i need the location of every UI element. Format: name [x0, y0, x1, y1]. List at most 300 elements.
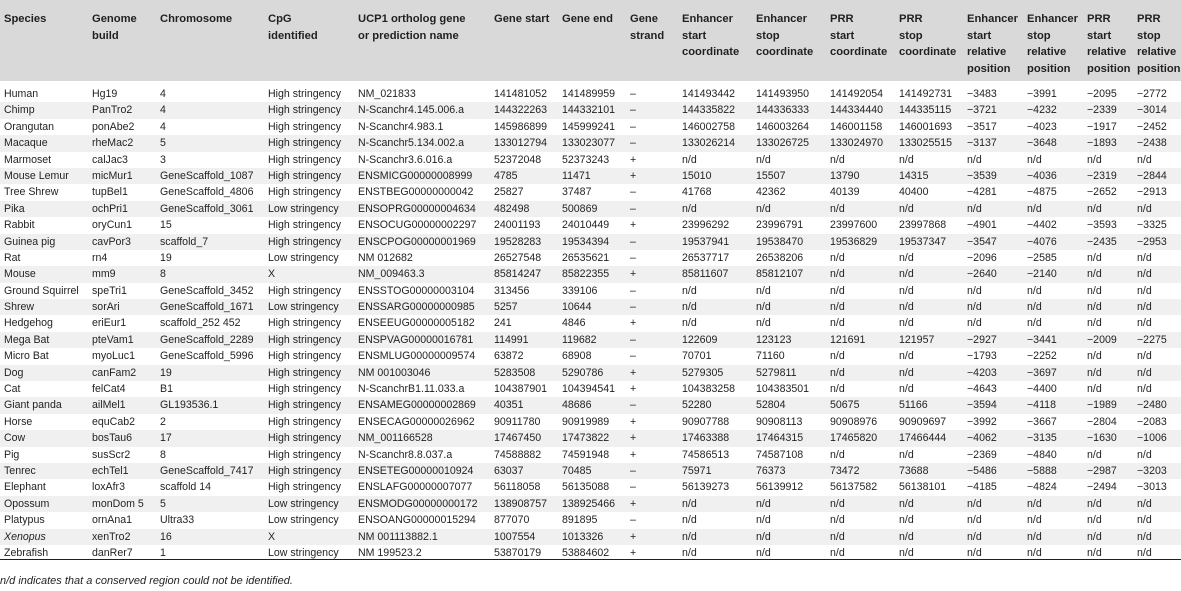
- cell-prr-start-coordinate: 146001158: [830, 120, 883, 133]
- cell-prr-start-relative: n/d: [1087, 301, 1102, 314]
- cell-genome-build: xenTro2: [92, 530, 131, 543]
- cell-prr-stop-relative: n/d: [1137, 251, 1152, 264]
- cell-enhancer-start-relative: −4203: [967, 366, 997, 379]
- cell-prr-start-coordinate: 121691: [830, 333, 866, 346]
- cell-gene-strand: –: [630, 514, 636, 527]
- cell-cpg-identified: High stringency: [268, 104, 342, 117]
- cell-prr-start-relative: n/d: [1087, 514, 1102, 527]
- cell-chromosome: 8: [160, 268, 166, 281]
- cell-enhancer-start-relative: −4643: [967, 383, 997, 396]
- cell-ortholog-name: ENSAMEG00000002869: [358, 399, 476, 412]
- cell-prr-start-relative: −1989: [1087, 399, 1117, 412]
- cell-gene-start: 63037: [494, 464, 524, 477]
- cell-enhancer-start-coordinate: 52280: [682, 399, 712, 412]
- cell-ortholog-name: N-Scanchr5.134.002.a: [358, 137, 465, 150]
- cell-prr-stop-coordinate: 90909697: [899, 415, 947, 428]
- cell-ortholog-name: N-Scanchr4.145.006.a: [358, 104, 465, 117]
- cell-prr-start-coordinate: n/d: [830, 301, 845, 314]
- cell-species: Horse: [4, 415, 33, 428]
- cell-enhancer-start-relative: −3547: [967, 235, 997, 248]
- cell-enhancer-stop-relative: n/d: [1027, 514, 1042, 527]
- cell-enhancer-stop-relative: n/d: [1027, 546, 1042, 559]
- cell-species: Human: [4, 88, 39, 100]
- cell-enhancer-stop-coordinate: 23996791: [756, 219, 804, 232]
- cell-gene-strand: +: [630, 153, 637, 166]
- cell-genome-build: ornAna1: [92, 514, 133, 527]
- cell-species: Mouse Lemur: [4, 169, 69, 182]
- cell-ortholog-name: ENSOCUG00000002297: [358, 219, 477, 232]
- cell-gene-strand: –: [630, 186, 636, 199]
- cell-enhancer-start-coordinate: 26537717: [682, 251, 730, 264]
- cell-cpg-identified: High stringency: [268, 137, 342, 150]
- cell-gene-strand: +: [630, 219, 637, 232]
- cell-prr-start-coordinate: n/d: [830, 251, 845, 264]
- cell-gene-strand: +: [630, 268, 637, 281]
- cell-gene-start: 877070: [494, 514, 530, 527]
- cell-enhancer-stop-coordinate: 17464315: [756, 432, 804, 445]
- cell-chromosome: GeneScaffold_1087: [160, 169, 254, 182]
- cell-enhancer-start-coordinate: 19537941: [682, 235, 730, 248]
- cell-gene-start: 17467450: [494, 432, 542, 445]
- cell-species: Chimp: [4, 104, 35, 117]
- table-row: [0, 496, 1181, 512]
- cell-prr-stop-relative: −3013: [1137, 481, 1167, 494]
- cell-enhancer-stop-relative: −2585: [1027, 251, 1057, 264]
- cell-ortholog-name: ENSMLUG00000009574: [358, 350, 476, 363]
- table-row: [0, 447, 1181, 463]
- cell-species: Marmoset: [4, 153, 52, 166]
- cell-enhancer-start-relative: −3721: [967, 104, 997, 117]
- cell-cpg-identified: Low stringency: [268, 301, 339, 314]
- table-row: [0, 234, 1181, 250]
- cell-enhancer-stop-relative: −4400: [1027, 383, 1057, 396]
- table-row: [0, 430, 1181, 446]
- cell-prr-stop-relative: −2480: [1137, 399, 1167, 412]
- cell-prr-start-relative: n/d: [1087, 366, 1102, 379]
- cell-prr-start-relative: n/d: [1087, 284, 1102, 297]
- cell-genome-build: tupBel1: [92, 186, 128, 199]
- cell-cpg-identified: High stringency: [268, 219, 342, 232]
- cell-prr-stop-relative: −2275: [1137, 333, 1167, 346]
- cell-enhancer-stop-coordinate: n/d: [756, 284, 771, 297]
- cell-gene-end: 1013326: [562, 530, 604, 543]
- cell-enhancer-stop-relative: −4076: [1027, 235, 1057, 248]
- cell-prr-stop-coordinate: n/d: [899, 153, 914, 166]
- cell-chromosome: 17: [160, 432, 172, 445]
- cell-chromosome: GeneScaffold_4806: [160, 186, 254, 199]
- cell-prr-stop-relative: n/d: [1137, 448, 1152, 461]
- table-row: [0, 332, 1181, 348]
- cell-prr-stop-relative: n/d: [1137, 497, 1152, 510]
- cell-cpg-identified: High stringency: [268, 399, 342, 412]
- cell-enhancer-start-coordinate: 74586513: [682, 448, 730, 461]
- cell-enhancer-start-coordinate: 17463388: [682, 432, 730, 445]
- cell-enhancer-start-relative: −2927: [967, 333, 997, 346]
- cell-cpg-identified: X: [268, 530, 276, 543]
- cell-prr-stop-relative: −3325: [1137, 219, 1167, 232]
- cell-gene-end: 119682: [562, 333, 597, 346]
- table-row: [0, 201, 1181, 217]
- cell-genome-build: speTri1: [92, 284, 127, 297]
- cell-prr-stop-relative: −3014: [1137, 104, 1167, 117]
- cell-ortholog-name: NM 012682: [358, 251, 413, 264]
- cell-prr-stop-coordinate: 23997868: [899, 219, 947, 232]
- cell-prr-stop-relative: n/d: [1137, 301, 1152, 314]
- cell-genome-build: loxAfr3: [92, 481, 125, 494]
- cell-genome-build: rheMac2: [92, 137, 134, 150]
- cell-enhancer-stop-relative: −5888: [1027, 464, 1057, 477]
- cell-prr-start-coordinate: n/d: [830, 284, 845, 297]
- cell-species: Micro Bat: [4, 350, 49, 363]
- cell-prr-stop-coordinate: n/d: [899, 546, 914, 559]
- cell-species: Orangutan: [4, 120, 55, 133]
- cell-enhancer-start-relative: −3517: [967, 120, 997, 133]
- cell-enhancer-start-coordinate: 56139273: [682, 481, 730, 494]
- cell-chromosome: GeneScaffold_2289: [160, 333, 254, 346]
- cell-ortholog-name: ENSOPRG00000004634: [358, 202, 476, 215]
- cell-enhancer-start-coordinate: n/d: [682, 317, 697, 330]
- cell-prr-stop-relative: n/d: [1137, 284, 1152, 297]
- cell-enhancer-start-coordinate: 15010: [682, 169, 712, 182]
- cell-chromosome: GeneScaffold_3061: [160, 202, 254, 215]
- cell-prr-stop-relative: n/d: [1137, 268, 1152, 281]
- cell-prr-start-relative: −2494: [1087, 481, 1117, 494]
- cell-gene-start: 4785: [494, 169, 518, 182]
- cell-prr-start-relative: −2095: [1087, 88, 1117, 100]
- cell-species: Macaque: [4, 137, 48, 150]
- cell-cpg-identified: High stringency: [268, 120, 342, 133]
- cell-prr-stop-coordinate: n/d: [899, 497, 914, 510]
- header-prr-stop-relative: PRR stop relative position: [1137, 13, 1181, 75]
- cell-species: Rat: [4, 251, 21, 264]
- cell-cpg-identified: Low stringency: [268, 251, 339, 264]
- cell-prr-start-coordinate: 90908976: [830, 415, 878, 428]
- cell-enhancer-start-coordinate: n/d: [682, 202, 697, 215]
- cell-prr-stop-coordinate: n/d: [899, 301, 914, 314]
- header-genome-build: Genome build: [92, 13, 137, 42]
- cell-gene-strand: –: [630, 137, 636, 150]
- table-row: [0, 119, 1181, 135]
- cell-prr-start-coordinate: n/d: [830, 530, 845, 543]
- header-chromosome: Chromosome: [160, 13, 233, 25]
- cell-ortholog-name: ENSCPOG00000001969: [358, 235, 476, 248]
- cell-chromosome: GeneScaffold_1671: [160, 301, 254, 314]
- cell-prr-start-coordinate: 144334440: [830, 104, 884, 117]
- cell-enhancer-stop-coordinate: 133026725: [756, 137, 810, 150]
- table-footnote: n/d indicates that a conserved region could not be identified.: [0, 575, 293, 587]
- cell-prr-start-coordinate: n/d: [830, 317, 845, 330]
- cell-gene-start: 104387901: [494, 383, 548, 396]
- table-row: [0, 283, 1181, 299]
- header-enhancer-stop-relative: Enhancer stop relative position: [1027, 13, 1078, 75]
- cell-prr-start-coordinate: 23997600: [830, 219, 878, 232]
- cell-gene-end: 4846: [562, 317, 586, 330]
- cell-prr-stop-coordinate: 56138101: [899, 481, 947, 494]
- cell-gene-start: 138908757: [494, 497, 548, 510]
- cell-chromosome: Ultra33: [160, 514, 195, 527]
- cell-prr-stop-coordinate: n/d: [899, 448, 914, 461]
- cell-gene-strand: –: [630, 88, 636, 100]
- cell-gene-start: 24001193: [494, 219, 541, 232]
- cell-species: Pika: [4, 202, 25, 215]
- cell-enhancer-stop-coordinate: 42362: [756, 186, 786, 199]
- cell-prr-start-coordinate: 56137582: [830, 481, 878, 494]
- cell-species: Mouse: [4, 268, 36, 281]
- cell-chromosome: scaffold_7: [160, 235, 209, 248]
- cell-ortholog-name: ENSSARG00000000985: [358, 301, 475, 314]
- table-row: [0, 86, 1181, 102]
- cell-prr-start-relative: n/d: [1087, 497, 1102, 510]
- cell-prr-start-relative: −2319: [1087, 169, 1117, 182]
- cell-prr-stop-relative: −2913: [1137, 186, 1167, 199]
- cell-genome-build: ponAbe2: [92, 120, 135, 133]
- cell-enhancer-stop-relative: n/d: [1027, 153, 1042, 166]
- cell-gene-strand: –: [630, 284, 636, 297]
- cell-ortholog-name: ENSLAFG00000007077: [358, 481, 473, 494]
- cell-enhancer-stop-relative: −3441: [1027, 333, 1057, 346]
- cell-gene-end: 10644: [562, 301, 592, 314]
- cell-gene-end: 133023077: [562, 137, 616, 150]
- cell-cpg-identified: Low stringency: [268, 514, 339, 527]
- cell-prr-start-coordinate: 50675: [830, 399, 860, 412]
- header-species: Species: [4, 13, 47, 25]
- cell-cpg-identified: High stringency: [268, 366, 342, 379]
- cell-species: Cat: [4, 383, 21, 396]
- cell-gene-start: 133012794: [494, 137, 548, 150]
- cell-species: Zebrafish: [4, 546, 49, 559]
- table-row: [0, 315, 1181, 331]
- cell-gene-strand: +: [630, 383, 637, 396]
- cell-enhancer-stop-coordinate: 5279811: [756, 366, 797, 379]
- cell-prr-stop-relative: n/d: [1137, 366, 1152, 379]
- cell-gene-start: 90911780: [494, 415, 541, 428]
- cell-ortholog-name: NM 001003046: [358, 366, 431, 379]
- cell-enhancer-stop-relative: n/d: [1027, 301, 1042, 314]
- header-ortholog-name: UCP1 ortholog gene or prediction name: [358, 13, 466, 42]
- cell-enhancer-stop-relative: −2252: [1027, 350, 1057, 363]
- cell-chromosome: GeneScaffold_7417: [160, 464, 254, 477]
- cell-cpg-identified: Low stringency: [268, 202, 339, 215]
- table-row: [0, 348, 1181, 364]
- cell-cpg-identified: High stringency: [268, 317, 342, 330]
- cell-cpg-identified: High stringency: [268, 186, 342, 199]
- cell-enhancer-stop-coordinate: 56139912: [756, 481, 804, 494]
- cell-ortholog-name: N-ScanchrB1.11.033.a: [358, 383, 465, 396]
- cell-gene-end: 26535621: [562, 251, 610, 264]
- header-enhancer-start-relative: Enhancer start relative position: [967, 13, 1018, 75]
- cell-enhancer-stop-relative: −4840: [1027, 448, 1057, 461]
- cell-chromosome: 16: [160, 530, 172, 543]
- cell-cpg-identified: High stringency: [268, 481, 342, 494]
- cell-enhancer-start-coordinate: 5279305: [682, 366, 724, 379]
- cell-prr-start-relative: n/d: [1087, 448, 1102, 461]
- cell-prr-start-relative: n/d: [1087, 317, 1102, 330]
- cell-ortholog-name: N-Scanchr8.8.037.a: [358, 448, 453, 461]
- cell-genome-build: pteVam1: [92, 333, 134, 346]
- cell-enhancer-start-relative: n/d: [967, 546, 982, 559]
- header-enhancer-start-coordinate: Enhancer start coordinate: [682, 13, 740, 58]
- cell-species: Shrew: [4, 301, 35, 314]
- cell-prr-start-relative: n/d: [1087, 268, 1102, 281]
- cell-species: Platypus: [4, 514, 45, 527]
- cell-enhancer-stop-coordinate: n/d: [756, 546, 771, 559]
- cell-enhancer-stop-relative: −3697: [1027, 366, 1057, 379]
- header-prr-start-relative: PRR start relative position: [1087, 13, 1131, 75]
- cell-genome-build: oryCun1: [92, 219, 133, 232]
- table-row: [0, 381, 1181, 397]
- table-row: [0, 266, 1181, 282]
- cell-enhancer-start-coordinate: 146002758: [682, 120, 736, 133]
- cell-genome-build: monDom 5: [92, 497, 144, 510]
- cell-prr-stop-coordinate: 19537347: [899, 235, 947, 248]
- cell-ortholog-name: NM_001166528: [358, 432, 433, 445]
- cell-enhancer-start-coordinate: n/d: [682, 530, 697, 543]
- cell-enhancer-stop-coordinate: 76373: [756, 464, 786, 477]
- cell-gene-start: 25827: [494, 186, 524, 199]
- cell-gene-strand: +: [630, 448, 637, 461]
- cell-enhancer-start-relative: −2640: [967, 268, 997, 281]
- cell-enhancer-start-coordinate: n/d: [682, 301, 697, 314]
- cell-enhancer-stop-coordinate: 90908113: [756, 415, 803, 428]
- cell-prr-start-coordinate: 133024970: [830, 137, 884, 150]
- cell-prr-stop-coordinate: n/d: [899, 383, 914, 396]
- cell-prr-stop-relative: −2953: [1137, 235, 1167, 248]
- cell-gene-strand: –: [630, 481, 636, 494]
- cell-gene-start: 114991: [494, 333, 529, 346]
- cell-prr-start-coordinate: n/d: [830, 268, 845, 281]
- cell-prr-stop-coordinate: n/d: [899, 317, 914, 330]
- cell-chromosome: B1: [160, 383, 173, 396]
- table-header: [0, 0, 1181, 81]
- cell-prr-start-relative: n/d: [1087, 530, 1102, 543]
- cell-prr-stop-relative: n/d: [1137, 202, 1152, 215]
- cell-gene-end: 53884602: [562, 546, 610, 559]
- cell-cpg-identified: Low stringency: [268, 546, 339, 559]
- cell-prr-stop-coordinate: n/d: [899, 284, 914, 297]
- cell-enhancer-stop-relative: n/d: [1027, 530, 1042, 543]
- cell-genome-build: cavPor3: [92, 235, 131, 248]
- table-row: [0, 152, 1181, 168]
- cell-prr-stop-coordinate: 40400: [899, 186, 929, 199]
- cell-gene-start: 26527548: [494, 251, 542, 264]
- cell-gene-end: 339106: [562, 284, 598, 297]
- cell-ortholog-name: ENSOANG00000015294: [358, 514, 476, 527]
- cell-prr-stop-relative: −2844: [1137, 169, 1167, 182]
- cell-enhancer-start-relative: −3539: [967, 169, 997, 182]
- cell-prr-start-relative: n/d: [1087, 383, 1102, 396]
- cell-prr-stop-coordinate: 14315: [899, 169, 929, 182]
- cell-chromosome: 2: [160, 415, 166, 428]
- cell-prr-stop-relative: n/d: [1137, 514, 1152, 527]
- cell-genome-build: ochPri1: [92, 202, 128, 215]
- cell-ortholog-name: ENSSTOG00000003104: [358, 284, 475, 297]
- header-gene-strand: Gene strand: [630, 13, 665, 42]
- header-cpg-identified: CpG identified: [268, 13, 318, 42]
- cell-enhancer-stop-coordinate: 141493950: [756, 88, 810, 100]
- cell-prr-start-coordinate: 17465820: [830, 432, 878, 445]
- cell-prr-start-relative: n/d: [1087, 251, 1102, 264]
- cell-genome-build: ailMel1: [92, 399, 126, 412]
- cell-ortholog-name: ENSPVAG00000016781: [358, 333, 474, 346]
- cell-prr-start-relative: −2009: [1087, 333, 1117, 346]
- cell-cpg-identified: High stringency: [268, 169, 342, 182]
- cell-species: Hedgehog: [4, 317, 53, 330]
- cell-ortholog-name: ENSECAG00000026962: [358, 415, 475, 428]
- cell-enhancer-stop-coordinate: n/d: [756, 202, 771, 215]
- cell-enhancer-stop-coordinate: n/d: [756, 497, 771, 510]
- cell-enhancer-stop-coordinate: 26538206: [756, 251, 804, 264]
- cell-genome-build: echTel1: [92, 464, 129, 477]
- cell-prr-stop-relative: n/d: [1137, 153, 1152, 166]
- cell-prr-start-coordinate: n/d: [830, 546, 845, 559]
- cell-gene-start: 1007554: [494, 530, 536, 543]
- cell-prr-stop-coordinate: 144335115: [899, 104, 952, 117]
- cell-gene-start: 74588882: [494, 448, 542, 461]
- cell-species: Opossum: [4, 497, 50, 510]
- cell-enhancer-start-relative: −3594: [967, 399, 997, 412]
- cell-prr-start-coordinate: 40139: [830, 186, 860, 199]
- cell-gene-end: 11471: [562, 169, 591, 182]
- cell-enhancer-start-coordinate: 75971: [682, 464, 712, 477]
- cell-prr-stop-relative: −2438: [1137, 137, 1167, 150]
- header-enhancer-stop-coordinate: Enhancer stop coordinate: [756, 13, 814, 58]
- cell-enhancer-stop-coordinate: 85812107: [756, 268, 804, 281]
- cell-ortholog-name: ENSMICG00000008999: [358, 169, 473, 182]
- cell-prr-stop-coordinate: n/d: [899, 530, 914, 543]
- cell-cpg-identified: High stringency: [268, 383, 342, 396]
- cell-enhancer-stop-relative: −3135: [1027, 432, 1057, 445]
- cell-ortholog-name: N-Scanchr4.983.1: [358, 120, 444, 133]
- cell-gene-start: 19528283: [494, 235, 542, 248]
- cell-enhancer-stop-relative: n/d: [1027, 317, 1042, 330]
- cell-enhancer-start-relative: n/d: [967, 202, 982, 215]
- cell-gene-strand: –: [630, 464, 636, 477]
- cell-gene-start: 5257: [494, 301, 518, 314]
- cell-gene-strand: –: [630, 301, 636, 314]
- cell-prr-stop-coordinate: n/d: [899, 202, 914, 215]
- cell-enhancer-start-relative: −4185: [967, 481, 997, 494]
- cell-chromosome: 5: [160, 137, 166, 150]
- cell-cpg-identified: High stringency: [268, 350, 342, 363]
- cell-enhancer-stop-relative: −4232: [1027, 104, 1057, 117]
- cell-gene-end: 68908: [562, 350, 592, 363]
- cell-gene-start: 56118058: [494, 481, 541, 494]
- cell-prr-stop-relative: −1006: [1137, 432, 1167, 445]
- cell-ortholog-name: NM_009463.3: [358, 268, 425, 281]
- cell-enhancer-stop-relative: n/d: [1027, 202, 1042, 215]
- cell-gene-end: 5290786: [562, 366, 604, 379]
- cell-enhancer-start-coordinate: n/d: [682, 546, 697, 559]
- cell-gene-end: 74591948: [562, 448, 610, 461]
- cell-gene-start: 63872: [494, 350, 524, 363]
- cell-prr-start-relative: −2804: [1087, 415, 1117, 428]
- cell-enhancer-start-relative: −3483: [967, 88, 997, 100]
- cell-gene-start: 145986899: [494, 120, 548, 133]
- cell-gene-end: 500869: [562, 202, 598, 215]
- cell-enhancer-start-coordinate: 104383258: [682, 383, 736, 396]
- cell-chromosome: GeneScaffold_3452: [160, 284, 254, 297]
- cell-genome-build: PanTro2: [92, 104, 133, 117]
- cell-enhancer-stop-coordinate: 104383501: [756, 383, 810, 396]
- cell-chromosome: 4: [160, 88, 166, 100]
- cell-enhancer-start-coordinate: n/d: [682, 514, 697, 527]
- cell-cpg-identified: High stringency: [268, 333, 342, 346]
- cell-gene-end: 104394541: [562, 383, 616, 396]
- cell-species: Mega Bat: [4, 333, 50, 346]
- cell-gene-end: 17473822: [562, 432, 610, 445]
- header-prr-stop-coordinate: PRR stop coordinate: [899, 13, 957, 58]
- cell-prr-stop-coordinate: 141492731: [899, 88, 953, 100]
